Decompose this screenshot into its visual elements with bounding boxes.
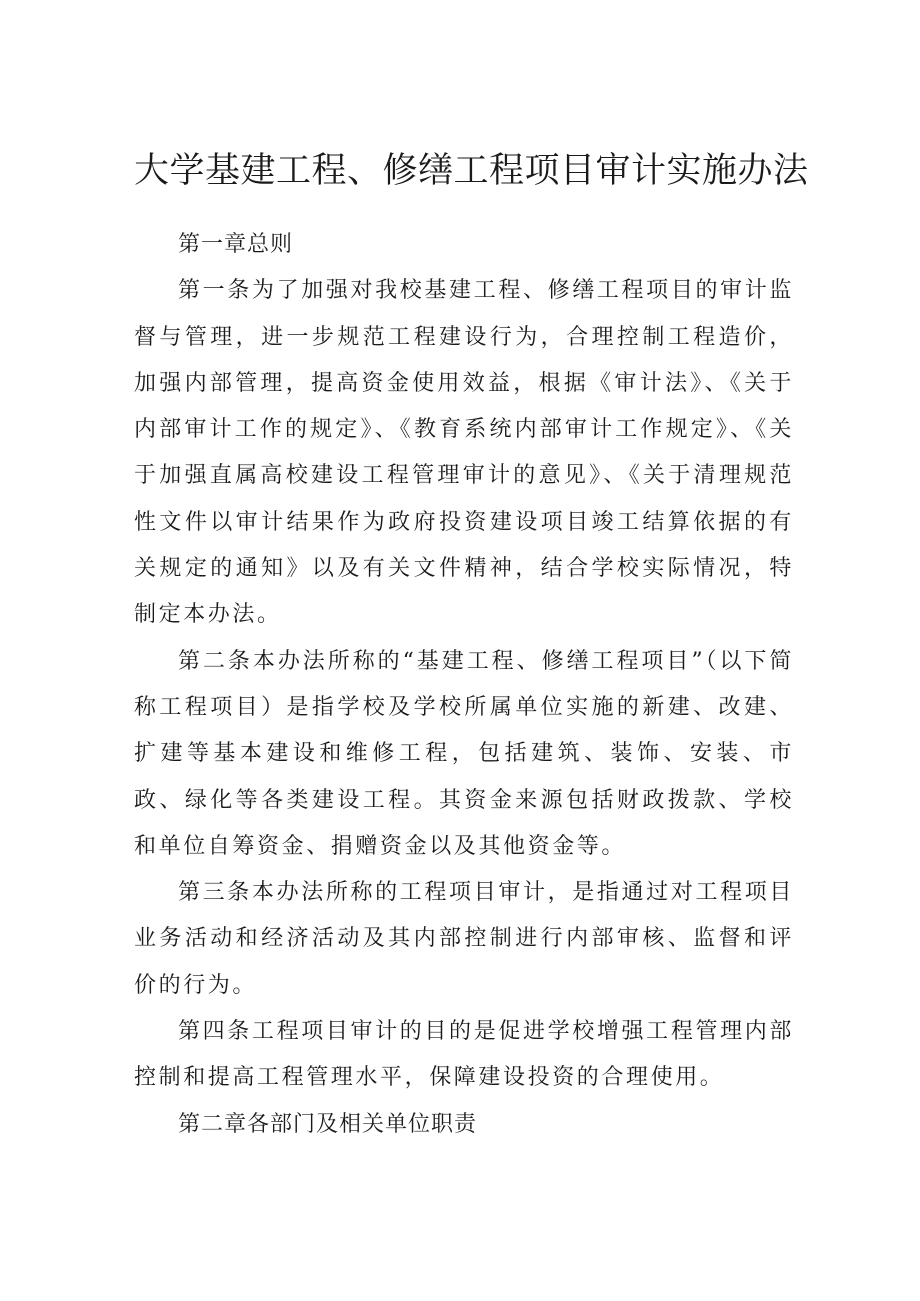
document-title: 大学基建工程、修缮工程项目审计实施办法 (134, 151, 809, 191)
document-body (134, 222, 794, 1148)
article-3-paragraph: 第三条本办法所称的工程项目审计，是指通过对工程项目业务活动和经济活动及其内部控制进行内部审核、监督和评价的行为。 (134, 880, 794, 998)
chapter-heading-2: 第二章各部门及相关单位职责 (178, 1111, 478, 1137)
chapter-heading-1: 第一章总则 (178, 232, 294, 257)
article-1-paragraph: 第一条为了加强对我校基建工程、修缮工程项目的审计监督与管理，进一步规范工程建设行为，合理控制工程造价，加强内部管理，提高资金使用效益，根据《审计法》、《关于内部审计工作的规定》、《教育系统内部审计工作规定》、《关于加强直属高校建设工程管理审计的意见》、《关于清理规范性文件以审计结果作为政府投资建设项目竣工结算依据的有关规定的通知》以及有关文件精神，结合学校实际情况，特制定本办法。 (134, 278, 794, 628)
article-2-paragraph: 第二条本办法所称的“基建工程、修缮工程项目”（以下简称工程项目）是指学校及学校所属单位实施的新建、改建、扩建等基本建设和维修工程，包括建筑、装饰、安装、市政、绿化等各类建设工程。其资金来源包括财政拨款、学校和单位自筹资金、捐赠资金以及其他资金等。 (134, 648, 794, 859)
article-4-paragraph: 第四条工程项目审计的目的是促进学校增强工程管理内部控制和提高工程管理水平，保障建设投资的合理使用。 (134, 1019, 794, 1091)
